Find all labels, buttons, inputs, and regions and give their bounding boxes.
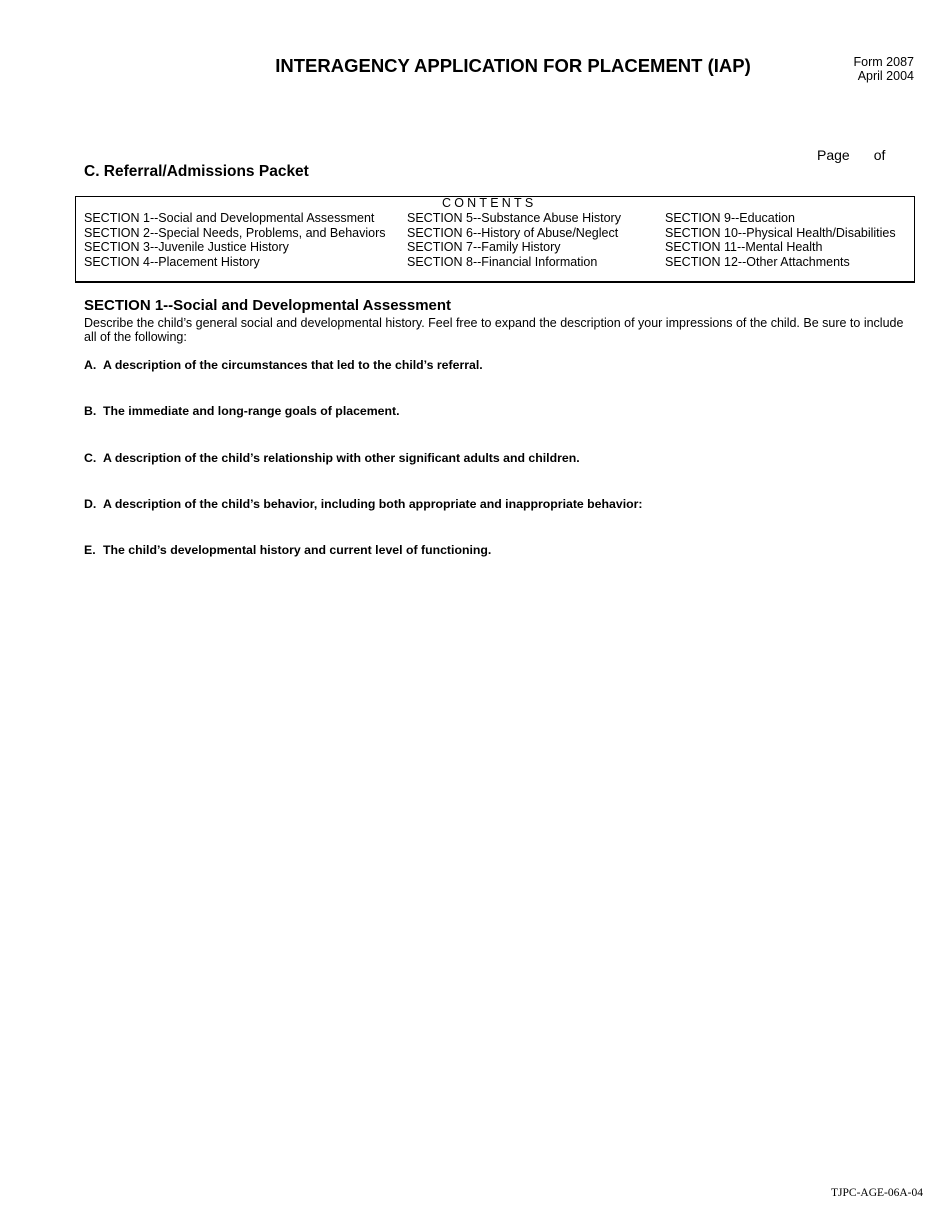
contents-title: CONTENTS: [442, 196, 537, 210]
question-text: A description of the circumstances that led to the child’s referral.: [103, 358, 483, 372]
contents-item: SECTION 3--Juvenile Justice History: [84, 240, 289, 255]
question-item: [84, 543, 491, 557]
of-label: of: [873, 147, 886, 163]
question-letter: C.: [84, 451, 97, 465]
page-counter: [817, 147, 885, 163]
contents-item: SECTION 7--Family History: [407, 240, 561, 255]
contents-item: SECTION 9--Education: [665, 211, 795, 225]
contents-item: SECTION 11--Mental Health: [665, 240, 823, 255]
page-label: Page: [817, 147, 850, 163]
packet-heading: C. Referral/Admissions Packet: [84, 163, 309, 180]
contents-column-3: [665, 211, 896, 269]
question-item: [84, 451, 580, 465]
contents-item: SECTION 4--Placement History: [84, 254, 260, 269]
question-text: The immediate and long-range goals of placement.: [103, 404, 400, 418]
contents-item: SECTION 6--History of Abuse/Neglect: [407, 225, 619, 240]
question-item: [84, 358, 483, 372]
question-item: [84, 404, 400, 418]
contents-item: SECTION 12--Other Attachments: [665, 254, 850, 269]
form-number-block: [854, 55, 914, 83]
contents-item: SECTION 1--Social and Developmental Assessment: [84, 211, 375, 225]
form-date: April 2004: [857, 69, 914, 83]
contents-item: SECTION 8--Financial Information: [407, 254, 598, 269]
contents-item: SECTION 5--Substance Abuse History: [407, 211, 621, 225]
question-letter: E.: [84, 543, 96, 557]
contents-column-2: [407, 211, 621, 269]
footer-form-code: TJPC-AGE-06A-04: [831, 1187, 923, 1199]
form-title: INTERAGENCY APPLICATION FOR PLACEMENT (IAP): [275, 55, 751, 76]
question-text: A description of the child’s relationship with other significant adults and children.: [103, 451, 580, 465]
contents-column-1: [84, 211, 386, 269]
question-item: [84, 497, 643, 511]
question-text: The child’s developmental history and current level of functioning.: [103, 543, 492, 557]
form-number: Form 2087: [853, 55, 914, 69]
question-text: A description of the child’s behavior, including both appropriate and inappropriate behavior:: [103, 497, 643, 511]
section-heading: SECTION 1--Social and Developmental Assessment: [84, 297, 452, 314]
question-letter: B.: [84, 404, 97, 418]
question-letter: A.: [84, 358, 97, 372]
section-description: Describe the child’s general social and developmental history. Feel free to expand the description of your impressions of the child. Be sure to include all of the following:: [84, 316, 904, 345]
question-letter: D.: [84, 497, 97, 511]
contents-item: SECTION 10--Physical Health/Disabilities: [665, 225, 896, 240]
contents-item: SECTION 2--Special Needs, Problems, and Behaviors: [84, 225, 386, 240]
